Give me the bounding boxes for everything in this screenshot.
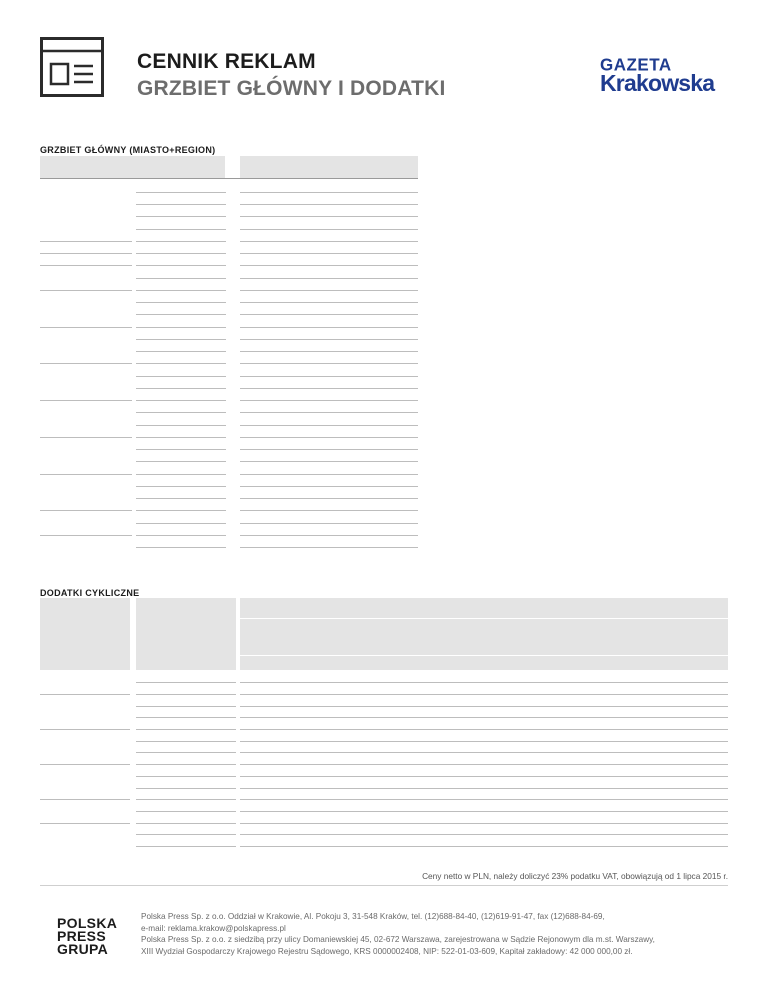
table-rule <box>136 461 226 462</box>
table-rule <box>136 216 226 217</box>
table-rule <box>240 799 728 800</box>
table-rule <box>240 302 418 303</box>
table-rule <box>136 682 236 683</box>
table-rule <box>136 752 236 753</box>
footer-divider <box>40 885 728 886</box>
table-rule <box>240 265 418 266</box>
table-rule <box>40 823 130 824</box>
table-rule <box>136 535 226 536</box>
table-rule <box>240 717 728 718</box>
table-rule <box>240 486 418 487</box>
table-rule <box>136 474 226 475</box>
table-header-bar <box>240 598 728 670</box>
page-header <box>0 0 768 125</box>
table-rule <box>136 204 226 205</box>
table-rule <box>136 717 236 718</box>
table-rule <box>40 764 130 765</box>
table-rule <box>136 339 226 340</box>
table-rule <box>240 278 418 279</box>
table-rule <box>136 486 226 487</box>
table-rule <box>136 741 236 742</box>
table-rule <box>240 449 418 450</box>
table-rule <box>240 351 418 352</box>
table-rule <box>240 290 418 291</box>
table-rule <box>136 498 226 499</box>
table-rule <box>240 729 728 730</box>
table-rule <box>240 363 418 364</box>
table-rule <box>136 412 226 413</box>
price-note: Ceny netto w PLN, należy doliczyć 23% podatku VAT, obowiązują od 1 lipca 2015 r. <box>422 871 728 881</box>
table-rule <box>136 811 236 812</box>
table-rule <box>136 846 236 847</box>
table-rule <box>136 192 226 193</box>
page-title: CENNIK REKLAM <box>137 50 316 73</box>
table-rule <box>136 253 226 254</box>
table-rule <box>136 547 226 548</box>
newspaper-icon <box>40 37 104 97</box>
footer-line: XIII Wydział Gospodarczy Krajowego Rejestru Sądowego, KRS 0000002408, NIP: 522-01-03-609, Kapitał zakładowy: 42 000 000,00 zł. <box>141 946 633 956</box>
logo-bottom-text: Krakowska <box>600 70 715 96</box>
table-rule <box>136 823 236 824</box>
table-rule <box>40 327 132 328</box>
table-rule <box>240 764 728 765</box>
table-rule <box>240 834 728 835</box>
table-header-bar <box>240 156 418 178</box>
table-rule <box>40 510 132 511</box>
footer-address <box>141 911 655 957</box>
table-rule <box>40 799 130 800</box>
table-rule <box>240 204 418 205</box>
table-rule <box>40 437 132 438</box>
table-rule <box>240 788 728 789</box>
table-rule <box>240 474 418 475</box>
table-rule <box>240 752 728 753</box>
table-rule <box>240 216 418 217</box>
table-rule <box>40 265 132 266</box>
table-rule <box>136 290 226 291</box>
table-rule <box>136 776 236 777</box>
table-rule <box>240 523 418 524</box>
logo-line: GRUPA <box>57 941 109 957</box>
table-rule <box>240 229 418 230</box>
table-header-bar <box>40 156 225 178</box>
logo-top-text: GAZETA <box>600 54 672 75</box>
table-rule <box>240 535 418 536</box>
table-rule <box>40 729 130 730</box>
main-table-title: GRZBIET GŁÓWNY (MIASTO+REGION) <box>40 145 216 155</box>
table-rule <box>240 618 728 619</box>
table-rule <box>136 523 226 524</box>
table-rule <box>240 425 418 426</box>
table-rule <box>40 178 418 179</box>
table-rule <box>136 425 226 426</box>
table-rule <box>136 314 226 315</box>
table-rule <box>136 706 236 707</box>
table-rule <box>40 290 132 291</box>
table-rule <box>240 376 418 377</box>
table-rule <box>40 253 132 254</box>
table-rule <box>40 535 132 536</box>
table-rule <box>136 729 236 730</box>
table-rule <box>136 388 226 389</box>
page-subtitle: GRZBIET GŁÓWNY I DODATKI <box>137 77 446 100</box>
table-rule <box>240 241 418 242</box>
table-rule <box>240 388 418 389</box>
table-rule <box>240 846 728 847</box>
table-rule <box>240 655 728 656</box>
table-rule <box>136 834 236 835</box>
table-rule <box>136 278 226 279</box>
table-rule <box>240 339 418 340</box>
table-rule <box>240 694 728 695</box>
polska-press-logo <box>57 917 117 956</box>
table-rule <box>240 314 418 315</box>
table-rule <box>136 449 226 450</box>
table-rule <box>136 229 226 230</box>
footer-line: e-mail: reklama.krakow@polskapress.pl <box>141 923 286 933</box>
logo-line: PRESS <box>57 928 106 944</box>
table-rule <box>240 682 728 683</box>
table-rule <box>40 474 132 475</box>
table-rule <box>136 400 226 401</box>
table-rule <box>136 764 236 765</box>
table-rule <box>240 412 418 413</box>
cyclic-table-title: DODATKI CYKLICZNE <box>40 588 140 598</box>
table-rule <box>240 192 418 193</box>
table-rule <box>40 400 132 401</box>
table-rule <box>240 547 418 548</box>
table-rule <box>136 241 226 242</box>
logo-line: POLSKA <box>57 915 118 931</box>
table-rule <box>240 327 418 328</box>
table-rule <box>40 694 130 695</box>
table-rule <box>136 799 236 800</box>
table-rule <box>240 437 418 438</box>
table-rule <box>136 510 226 511</box>
table-rule <box>136 363 226 364</box>
table-rule <box>136 437 226 438</box>
table-rule <box>240 823 728 824</box>
table-rule <box>240 400 418 401</box>
table-rule <box>240 498 418 499</box>
table-rule <box>240 461 418 462</box>
table-rule <box>40 241 132 242</box>
table-rule <box>240 510 418 511</box>
table-rule <box>136 788 236 789</box>
table-header-bar <box>40 598 130 670</box>
table-rule <box>40 363 132 364</box>
table-rule <box>136 327 226 328</box>
table-rule <box>136 376 226 377</box>
footer-line: Polska Press Sp. z o.o. Oddział w Krakowie, Al. Pokoju 3, 31-548 Kraków, tel. (12)688-84-40, (12)619-91-47, fax (12)688-84-69, <box>141 912 605 921</box>
table-rule <box>136 265 226 266</box>
gazeta-krakowska-logo <box>600 56 728 95</box>
table-rule <box>136 694 236 695</box>
table-rule <box>136 302 226 303</box>
table-rule <box>240 776 728 777</box>
table-rule <box>136 351 226 352</box>
table-rule <box>240 253 418 254</box>
table-rule <box>240 741 728 742</box>
table-header-bar <box>136 598 236 670</box>
table-rule <box>240 706 728 707</box>
table-rule <box>240 811 728 812</box>
footer-line: Polska Press Sp. z o.o. z siedzibą przy ulicy Domaniewskiej 45, 02-672 Warszawa, zarejestrowana w Sądzie Rejonowym dla m.st. Warszawy, <box>141 935 655 944</box>
